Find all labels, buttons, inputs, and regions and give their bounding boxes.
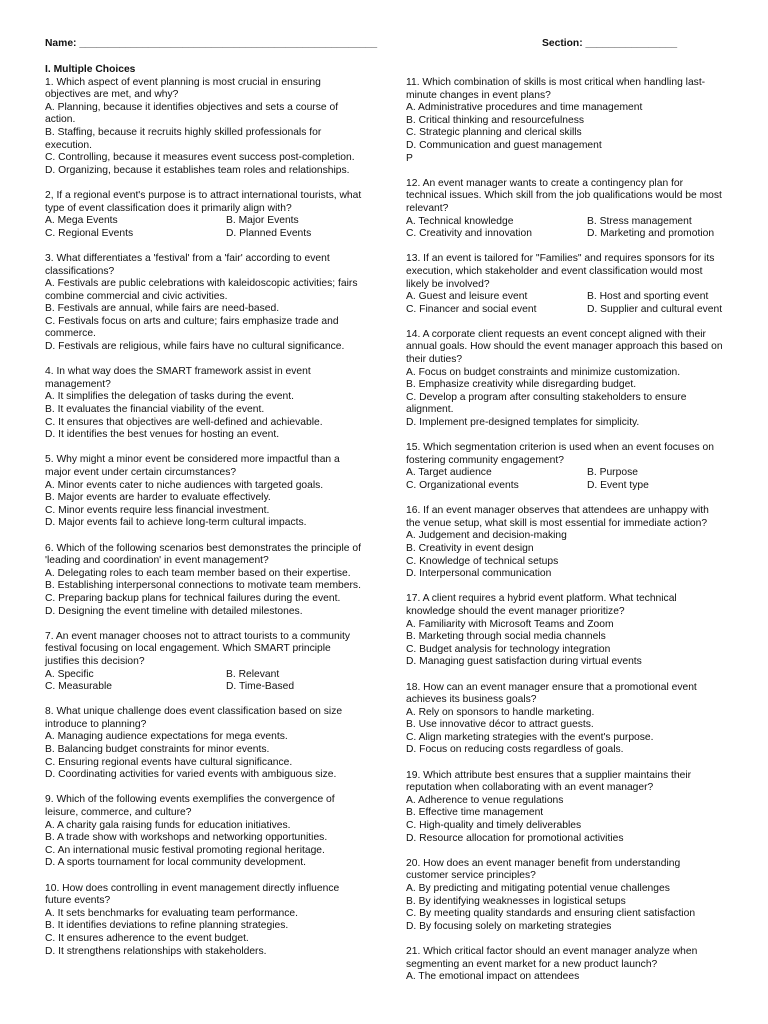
question-item bbox=[406, 682, 731, 758]
question-text: 13. If an event is tailored for "Families" and requires sponsors for its bbox=[406, 253, 715, 265]
question-line: B. Festivals are annual, while fairs are need-based. bbox=[45, 303, 280, 315]
question-line: knowledge should the event manager prioritize? bbox=[406, 605, 625, 617]
question-line: D. Implement pre-designed templates for simplicity. bbox=[406, 417, 640, 429]
option-text: B. Major Events bbox=[226, 215, 299, 227]
option-row bbox=[45, 215, 370, 228]
question-text: 6. Which of the following scenarios best demonstrates the principle of bbox=[45, 542, 361, 554]
question-line: A. Managing audience expectations for mega events. bbox=[45, 731, 288, 743]
question-text: 21. Which critical factor should an event manager analyze when bbox=[406, 945, 698, 957]
question-line: C. An international music festival promoting regional heritage. bbox=[45, 844, 325, 856]
question-line: management? bbox=[45, 378, 111, 390]
question-line: D. Communication and guest management bbox=[406, 139, 602, 151]
question-line: C. By meeting quality standards and ensuring client satisfaction bbox=[406, 908, 696, 920]
question-line: A. It simplifies the delegation of tasks during the event. bbox=[45, 391, 294, 403]
option-text: D. Event type bbox=[587, 480, 649, 491]
question-line: D. Major events fail to achieve long-term cultural impacts. bbox=[45, 517, 307, 529]
question-line: 'leading and coordination' in event management? bbox=[45, 555, 269, 567]
question-text: 8. What unique challenge does event classification based on size bbox=[45, 706, 343, 718]
question-line: justifies this decision? bbox=[45, 655, 145, 667]
option-text: B. Relevant bbox=[226, 668, 280, 680]
question-text: 15. Which segmentation criterion is used when an event focuses on bbox=[406, 442, 714, 454]
question-line: combine commercial and civic activities. bbox=[45, 290, 228, 302]
question-item bbox=[406, 593, 731, 669]
option-row bbox=[45, 669, 370, 682]
question-line: D. It strengthens relationships with stakeholders. bbox=[45, 945, 267, 957]
question-line: C. Ensuring regional events have cultural significance. bbox=[45, 756, 293, 768]
option-text: C. Creativity and innovation bbox=[406, 228, 532, 240]
question-text: 12. An event manager wants to create a contingency plan for bbox=[406, 177, 684, 189]
question-line: introduce to planning? bbox=[45, 718, 147, 730]
question-line: segmenting an event market for a new product launch? bbox=[406, 958, 658, 970]
question-item bbox=[406, 770, 731, 846]
question-line: A. Delegating roles to each team member based on their expertise. bbox=[45, 567, 351, 579]
question-item bbox=[406, 329, 731, 430]
question-line: commerce. bbox=[45, 328, 96, 340]
question-line: B. Emphasize creativity while disregarding budget. bbox=[406, 379, 637, 391]
question-line: A. Festivals are public celebrations with kaleidoscopic activities; fairs bbox=[45, 278, 358, 290]
question-line: A. Focus on budget constraints and minimize customization. bbox=[406, 366, 681, 378]
question-line: D. A sports tournament for local community development. bbox=[45, 857, 306, 869]
question-line: C. Knowledge of technical setups bbox=[406, 555, 559, 567]
question-line: D. Coordinating activities for varied events with ambiguous size. bbox=[45, 769, 337, 781]
option-row bbox=[45, 228, 370, 241]
question-line: leisure, commerce, and culture? bbox=[45, 807, 192, 819]
question-line: execution, which stakeholder and event classification would most bbox=[406, 265, 703, 277]
question-line: D. Designing the event timeline with detailed milestones. bbox=[45, 605, 303, 617]
right-column bbox=[406, 77, 731, 996]
question-line: A. It sets benchmarks for evaluating team performance. bbox=[45, 907, 298, 919]
question-line: C. It ensures adherence to the event budget. bbox=[45, 932, 249, 944]
question-line: B. Critical thinking and resourcefulness bbox=[406, 114, 584, 126]
question-line: A. By predicting and mitigating potential venue challenges bbox=[406, 883, 670, 894]
question-item bbox=[45, 190, 370, 240]
question-text: 2, If a regional event's purpose is to attract international tourists, what bbox=[45, 189, 362, 201]
question-line: B. It identifies deviations to refine planning strategies. bbox=[45, 920, 289, 932]
question-line: classifications? bbox=[45, 265, 115, 277]
question-line: A. Planning, because it identifies objectives and sets a course of bbox=[45, 101, 339, 113]
question-line: future events? bbox=[45, 895, 111, 907]
question-line: their duties? bbox=[406, 354, 463, 366]
question-line: annual goals. How should the event manager approach this based on bbox=[406, 341, 723, 353]
option-text: D. Time-Based bbox=[226, 681, 295, 693]
question-text: 1. Which aspect of event planning is most crucial in ensuring bbox=[45, 76, 321, 88]
question-item bbox=[45, 794, 370, 870]
question-line: A. Minor events cater to niche audiences with targeted goals. bbox=[45, 479, 324, 491]
question-line: C. Controlling, because it measures event success post-completion. bbox=[45, 152, 355, 164]
question-line: festival focusing on local engagement. Which SMART principle bbox=[45, 643, 331, 655]
option-text: D. Supplier and cultural event bbox=[587, 303, 723, 315]
question-line: C. It ensures that objectives are well-defined and achievable. bbox=[45, 416, 323, 428]
question-line: C. High-quality and timely deliverables bbox=[406, 820, 582, 832]
question-line: D. It identifies the best venues for hosting an event. bbox=[45, 429, 280, 441]
option-text: C. Measurable bbox=[45, 681, 112, 693]
name-field-label: Name: ____________________________________________________ bbox=[45, 38, 378, 49]
option-row bbox=[406, 228, 731, 241]
question-line: likely be involved? bbox=[406, 278, 490, 290]
question-line: D. Managing guest satisfaction during virtual events bbox=[406, 656, 642, 668]
question-line: type of event classification does it primarily align with? bbox=[45, 202, 292, 214]
question-line: A. Familiarity with Microsoft Teams and Zoom bbox=[406, 618, 614, 630]
question-line: C. Minor events require less financial investment. bbox=[45, 504, 270, 516]
option-text: A. Technical knowledge bbox=[406, 215, 514, 227]
question-item bbox=[406, 946, 731, 984]
question-line: B. Staffing, because it recruits highly skilled professionals for bbox=[45, 126, 322, 138]
question-line: D. By focusing solely on marketing strategies bbox=[406, 920, 612, 932]
question-line: minute changes in event plans? bbox=[406, 89, 551, 101]
question-line: D. Festivals are religious, while fairs have no cultural significance. bbox=[45, 341, 345, 353]
question-line: B. By identifying weaknesses in logistical setups bbox=[406, 895, 626, 907]
question-line: B. Marketing through social media channels bbox=[406, 631, 606, 643]
question-item bbox=[406, 77, 731, 165]
question-line: A. Administrative procedures and time management bbox=[406, 102, 643, 114]
question-line: A. Adherence to venue regulations bbox=[406, 794, 564, 806]
question-line: B. Balancing budget constraints for minor events. bbox=[45, 744, 270, 756]
question-line: action. bbox=[45, 114, 76, 126]
question-line: B. A trade show with workshops and networking opportunities. bbox=[45, 832, 328, 844]
question-line: B. It evaluates the financial viability of the event. bbox=[45, 404, 265, 416]
question-line: A. Rely on sponsors to handle marketing. bbox=[406, 706, 595, 718]
question-line: B. Creativity in event design bbox=[406, 542, 534, 554]
option-text: D. Marketing and promotion bbox=[587, 228, 715, 240]
option-row bbox=[406, 291, 731, 304]
question-item bbox=[45, 631, 370, 694]
question-text: 19. Which attribute best ensures that a supplier maintains their bbox=[406, 769, 692, 781]
question-line: objectives are met, and why? bbox=[45, 89, 179, 101]
left-column bbox=[45, 64, 370, 971]
question-item bbox=[406, 442, 731, 492]
option-text: C. Organizational events bbox=[406, 480, 519, 491]
question-line: C. Strategic planning and clerical skills bbox=[406, 127, 582, 139]
question-line: A. Judgement and decision-making bbox=[406, 530, 567, 542]
option-text: D. Planned Events bbox=[226, 227, 312, 239]
question-line: C. Develop a program after consulting stakeholders to ensure bbox=[406, 391, 687, 403]
question-line: A. The emotional impact on attendees bbox=[406, 971, 580, 983]
question-line: D. Organizing, because it establishes team roles and relationships. bbox=[45, 164, 350, 176]
option-row bbox=[45, 681, 370, 694]
question-line: C. Budget analysis for technology integration bbox=[406, 643, 611, 655]
question-item bbox=[45, 454, 370, 530]
option-text: A. Mega Events bbox=[45, 215, 118, 227]
question-text: 14. A corporate client requests an event concept aligned with their bbox=[406, 328, 706, 340]
option-row bbox=[406, 304, 731, 317]
question-line: the venue setup, what skill is most essential for immediate action? bbox=[406, 517, 708, 529]
question-line: D. Interpersonal communication bbox=[406, 568, 552, 580]
option-row bbox=[406, 467, 731, 480]
option-text: A. Target audience bbox=[406, 467, 492, 479]
question-text: 9. Which of the following events exemplifies the convergence of bbox=[45, 794, 335, 806]
option-text: B. Stress management bbox=[587, 215, 692, 227]
option-text: C. Regional Events bbox=[45, 227, 134, 239]
question-text: 18. How can an event manager ensure that a promotional event bbox=[406, 681, 697, 693]
question-line: C. Preparing backup plans for technical failures during the event. bbox=[45, 592, 341, 604]
option-row bbox=[406, 216, 731, 229]
question-item bbox=[406, 253, 731, 316]
stray-mark: P bbox=[406, 152, 413, 164]
question-line: C. Festivals focus on arts and culture; fairs emphasize trade and bbox=[45, 315, 339, 327]
question-line: customer service principles? bbox=[406, 870, 536, 882]
question-line: B. Establishing interpersonal connections to motivate team members. bbox=[45, 580, 361, 592]
question-item bbox=[45, 543, 370, 619]
question-line: A. A charity gala raising funds for education initiatives. bbox=[45, 819, 291, 831]
question-line: B. Major events are harder to evaluate effectively. bbox=[45, 492, 271, 504]
option-text: B. Purpose bbox=[587, 467, 638, 479]
question-line: execution. bbox=[45, 139, 92, 151]
question-text: 10. How does controlling in event management directly influence bbox=[45, 882, 340, 894]
question-item bbox=[45, 77, 370, 178]
section-title: I. Multiple Choices bbox=[45, 64, 136, 75]
question-item bbox=[406, 858, 731, 934]
section-field-label: Section: ________________ bbox=[542, 38, 678, 49]
question-line: D. Focus on reducing costs regardless of goals. bbox=[406, 744, 624, 756]
option-text: A. Specific bbox=[45, 668, 94, 680]
question-text: 7. An event manager chooses not to attract tourists to a community bbox=[45, 630, 351, 642]
option-text: B. Host and sporting event bbox=[587, 291, 709, 303]
question-text: 11. Which combination of skills is most critical when handling last- bbox=[406, 77, 706, 88]
question-line: achieves its business goals? bbox=[406, 694, 537, 706]
question-line: B. Effective time management bbox=[406, 807, 544, 819]
question-line: B. Use innovative décor to attract guests. bbox=[406, 719, 594, 731]
question-line: fostering community engagement? bbox=[406, 454, 564, 466]
question-item bbox=[45, 883, 370, 959]
question-text: 17. A client requires a hybrid event platform. What technical bbox=[406, 593, 677, 605]
question-item bbox=[406, 505, 731, 581]
question-line: technical issues. Which skill from the job qualifications would be most bbox=[406, 190, 722, 202]
question-text: 20. How does an event manager benefit from understanding bbox=[406, 857, 681, 869]
question-item bbox=[45, 253, 370, 354]
question-line: C. Align marketing strategies with the event's purpose. bbox=[406, 731, 654, 743]
question-line: major event under certain circumstances? bbox=[45, 467, 237, 478]
question-text: 3. What differentiates a 'festival' from a 'fair' according to event bbox=[45, 252, 330, 264]
question-item bbox=[45, 366, 370, 442]
question-text: 5. Why might a minor event be considered more impactful than a bbox=[45, 454, 340, 466]
option-text: A. Guest and leisure event bbox=[406, 291, 528, 303]
question-item bbox=[45, 706, 370, 782]
question-line: reputation when collaborating with an event manager? bbox=[406, 782, 654, 794]
question-item bbox=[406, 178, 731, 241]
question-text: 16. If an event manager observes that attendees are unhappy with bbox=[406, 505, 709, 517]
page-header bbox=[45, 38, 725, 52]
question-line: relevant? bbox=[406, 202, 449, 214]
option-text: C. Financer and social event bbox=[406, 303, 537, 315]
question-line: D. Resource allocation for promotional activities bbox=[406, 832, 624, 844]
question-text: 4. In what way does the SMART framework assist in event bbox=[45, 366, 311, 378]
question-line: alignment. bbox=[406, 404, 454, 416]
option-row bbox=[406, 480, 731, 493]
